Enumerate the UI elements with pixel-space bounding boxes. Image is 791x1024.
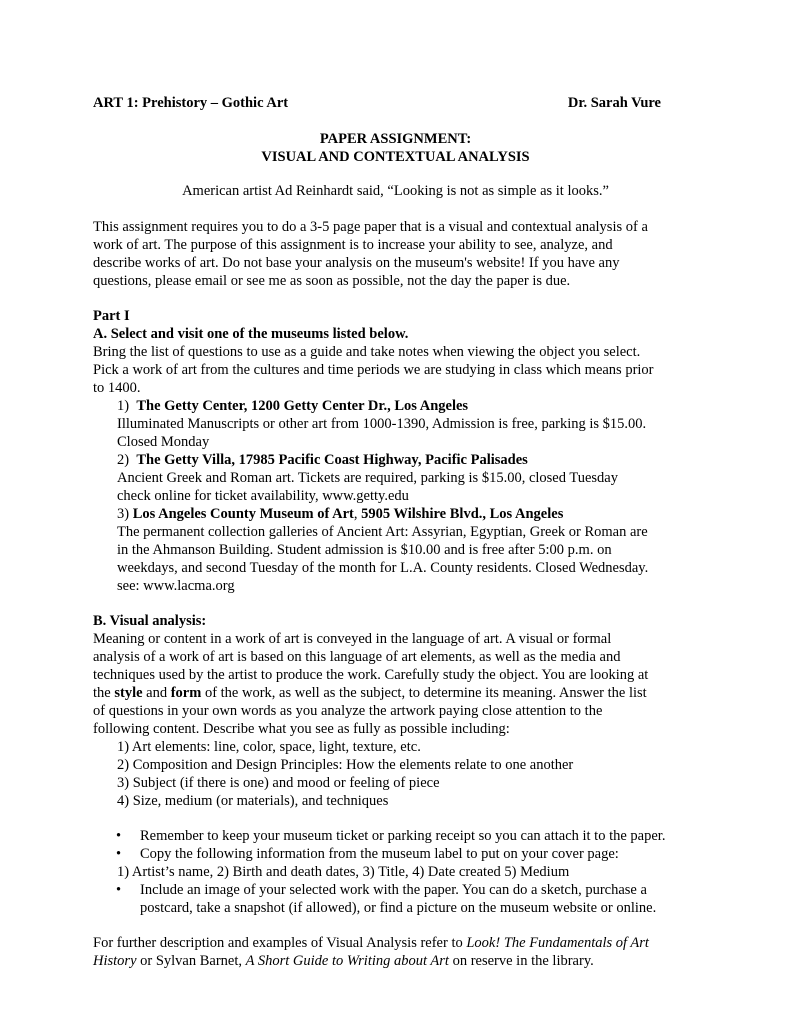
text-run: on reserve in the library. [448,953,594,969]
section-b-text: analysis of a work of art is based on this language of art elements, as well as the media and [93,649,621,665]
section-b-text: following content. Describe what you see as fully as possible including: [93,721,510,737]
section-a-text: Bring the list of questions to use as a guide and take notes when viewing the object you select. [93,344,641,360]
section-b-text [93,684,647,702]
bullet-icon: • [116,846,122,862]
further-reading [93,934,649,952]
further-reading [93,952,594,970]
museum-details: Illuminated Manuscripts or other art from 1000-1390, Admission is free, parking is $15.00. [117,416,647,432]
form-term: form [170,685,202,701]
section-b-text: techniques used by the artist to produce the work. Carefully study the object. You are looking at [93,667,649,683]
museum-details: see: www.lacma.org [117,578,235,594]
section-a-heading: A. Select and visit one of the museums listed below. [93,326,409,342]
museum-item [117,505,563,523]
museum-details: Ancient Greek and Roman art. Tickets are required, parking is $15.00, closed Tuesday [117,470,618,486]
museum-item [117,397,468,415]
text-run: and [142,685,171,701]
museum-details: weekdays, and second Tuesday of the month for L.A. County residents. Closed Wednesday. [117,560,649,576]
intro-line: questions, please email or see me as soon as possible, not the day the paper is due. [93,273,571,289]
analysis-item: 2) Composition and Design Principles: How the elements relate to one another [117,757,574,773]
museum-details: check online for ticket availability, www.getty.edu [117,488,409,504]
text-run: of the work, as well as the subject, to determine its meaning. Answer the list [201,685,647,701]
analysis-item: 4) Size, medium (or materials), and techniques [117,793,389,809]
museum-name: The Getty Center, 1200 Getty Center Dr., Los Angeles [136,398,469,414]
museum-details: The permanent collection galleries of Ancient Art: Assyrian, Egyptian, Greek or Roman are [117,524,648,540]
part-heading: Part I [93,308,130,324]
text-run: or Sylvan Barnet, [136,953,246,969]
bullet-icon: • [116,828,122,844]
museum-details: in the Ahmanson Building. Student admission is $10.00 and is free after 5:00 p.m. on [117,542,612,558]
bullet-subline: 1) Artist’s name, 2) Birth and death dates, 3) Title, 4) Date created 5) Medium [117,864,570,880]
museum-name: Los Angeles County Museum of Art [132,506,354,522]
bullet-icon: • [116,882,122,898]
assignment-title-line1: PAPER ASSIGNMENT: [319,131,472,147]
reinhardt-quote: American artist Ad Reinhardt said, “Looking is not as simple as it looks.” [182,183,609,199]
bullet-item: Copy the following information from the museum label to put on your cover page: [140,846,619,862]
intro-line: This assignment requires you to do a 3-5 page paper that is a visual and contextual analysis of a [93,219,648,235]
text-run: the [93,685,115,701]
style-term: style [114,685,143,701]
bullet-item-continued: postcard, take a snapshot (if allowed), or find a picture on the museum website or online. [140,900,657,916]
museum-number: 1) [117,398,130,414]
museum-item [117,451,528,469]
intro-line: describe works of art. Do not base your analysis on the museum's website! If you have any [93,255,620,271]
instructor-name: Dr. Sarah Vure [567,95,661,111]
course-title: ART 1: Prehistory – Gothic Art [93,95,289,111]
book-title: Look! The Fundamentals of Art [466,935,649,951]
analysis-item: 3) Subject (if there is one) and mood or feeling of piece [117,775,440,791]
bullet-item: Include an image of your selected work with the paper. You can do a sketch, purchase a [140,882,647,898]
museum-number: 2) [117,452,130,468]
book-title: History [93,953,137,969]
section-b-heading: B. Visual analysis: [93,613,207,629]
section-b-text: Meaning or content in a work of art is conveyed in the language of art. A visual or formal [93,631,612,647]
analysis-item: 1) Art elements: line, color, space, light, texture, etc. [117,739,421,755]
section-a-text: to 1400. [93,380,141,396]
museum-name: The Getty Villa, 17985 Pacific Coast Highway, Pacific Palisades [136,452,528,468]
museum-address: 5905 Wilshire Blvd., Los Angeles [361,506,564,522]
section-b-text: of questions in your own words as you analyze the artwork paying close attention to the [93,703,603,719]
intro-line: work of art. The purpose of this assignment is to increase your ability to see, analyze, and [93,237,613,253]
museum-name-separator: , [353,506,362,522]
bullet-item: Remember to keep your museum ticket or parking receipt so you can attach it to the paper. [140,828,666,844]
book-title: A Short Guide to Writing about Art [245,953,449,969]
text-run: For further description and examples of Visual Analysis refer to [93,935,467,951]
museum-number: 3) [117,506,130,522]
section-a-text: Pick a work of art from the cultures and time periods we are studying in class which means prior [93,362,654,378]
assignment-title-line2: VISUAL AND CONTEXTUAL ANALYSIS [261,149,530,165]
museum-details: Closed Monday [117,434,210,450]
